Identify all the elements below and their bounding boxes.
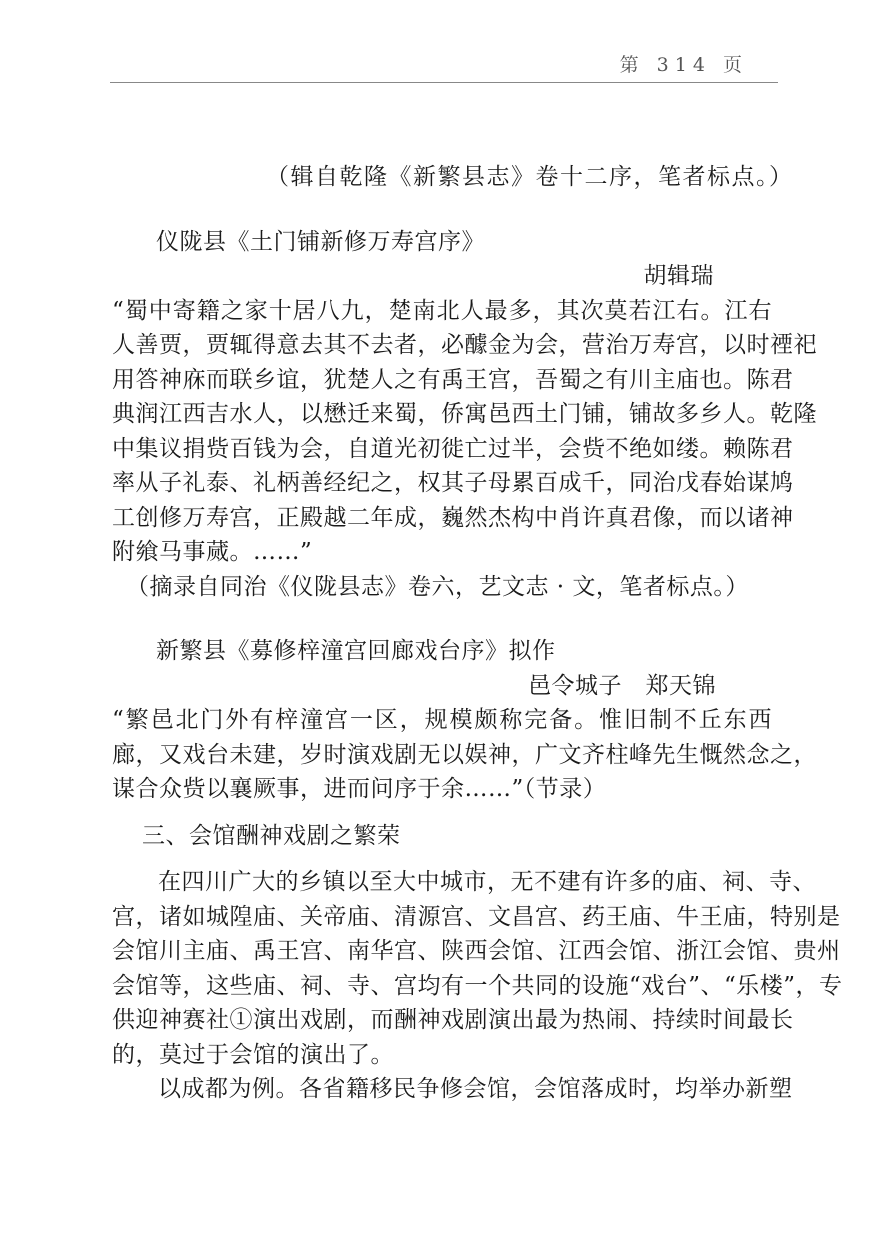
body-line: 的，莫过于会馆的演出了。 — [112, 1041, 394, 1068]
body-line: 工创修万寿宫，正殿越二年成，巍然杰构中肖许真君像，而以诸神 — [112, 504, 794, 531]
body-line: 中集议捐赀百钱为会，自道光初徙亡过半，会赀不绝如缕。赖陈君 — [112, 435, 794, 462]
body-line: 宫，诸如城隍庙、关帝庙、清源宫、文昌宫、药王庙、牛王庙，特别是 — [112, 903, 841, 930]
paragraph — [112, 1072, 793, 1107]
body-line: 会馆等，这些庙、祠、寺、宫均有一个共同的设施“戏台”、“乐楼”，专 — [112, 972, 843, 999]
page-number: 第 314 页 — [619, 54, 748, 76]
body-line: 以成都为例。各省籍移民争修会馆，会馆落成时，均举办新塑 — [158, 1076, 793, 1102]
page-content — [112, 160, 843, 1107]
body-line: 附飨马事蒇。……” — [112, 539, 313, 565]
body-line: 供迎神赛社①演出戏剧，而酬神戏剧演出最为热闹、持续时间最长 — [112, 1007, 794, 1033]
body-line: 率从子礼泰、礼柄善经纪之，权其子母累百成千，同治戊春始谋鸠 — [112, 470, 794, 496]
body-line: 在四川广大的乡镇以至大中城市，无不建有许多的庙、祠、寺、 — [158, 869, 816, 895]
body-line: 会馆川主庙、禹王宫、南华宫、陕西会馆、江西会馆、浙江会馆、贵州 — [112, 938, 841, 964]
section-xinfan — [112, 634, 817, 807]
header-rule — [110, 82, 778, 83]
section-yilong — [112, 225, 817, 605]
section-author: 胡辑瑞 — [643, 263, 714, 289]
body-line: “繁邑北门外有梓潼宫一区，规模颇称完备。惟旧制不丘东西 — [112, 707, 772, 733]
body-line: 典润江西吉水人，以懋迁来蜀，侨寓邑西土门铺，铺故多乡人。乾隆 — [112, 401, 817, 427]
body-line: 廊，又戏台未建，岁时演戏剧无以娱神，广文齐柱峰先生慨然念之， — [112, 741, 817, 768]
paragraph — [112, 865, 843, 1072]
section-title: 仪陇县《土门铺新修万寿宫序》 — [156, 228, 485, 255]
source-note: （辑自乾隆《新繁县志》卷十二序，笔者标点。） — [266, 164, 794, 190]
body-line: “蜀中寄籍之家十居八九，楚南北人最多，其次莫若江右。江右 — [112, 297, 772, 324]
source-note: （摘录自同治《仪陇县志》卷六，艺文志 · 文，笔者标点。） — [126, 573, 749, 600]
body-line: 用答神庥而联乡谊，犹楚人之有禹王宫，吾蜀之有川主庙也。陈君 — [112, 366, 794, 393]
body-line: 人善贾，贾辄得意去其不去者，必醵金为会，营治万寿宫，以时禋祀 — [112, 332, 817, 358]
section-author: 邑令城子 郑天锦 — [528, 672, 716, 699]
section-title: 新繁县《募修梓潼宫回廊戏台序》拟作 — [156, 638, 556, 664]
body-line: 谋合众赀以襄厥事，进而问序于余……”（节录） — [112, 776, 607, 802]
section-heading: 三、会馆酬神戏剧之繁荣 — [142, 822, 401, 849]
